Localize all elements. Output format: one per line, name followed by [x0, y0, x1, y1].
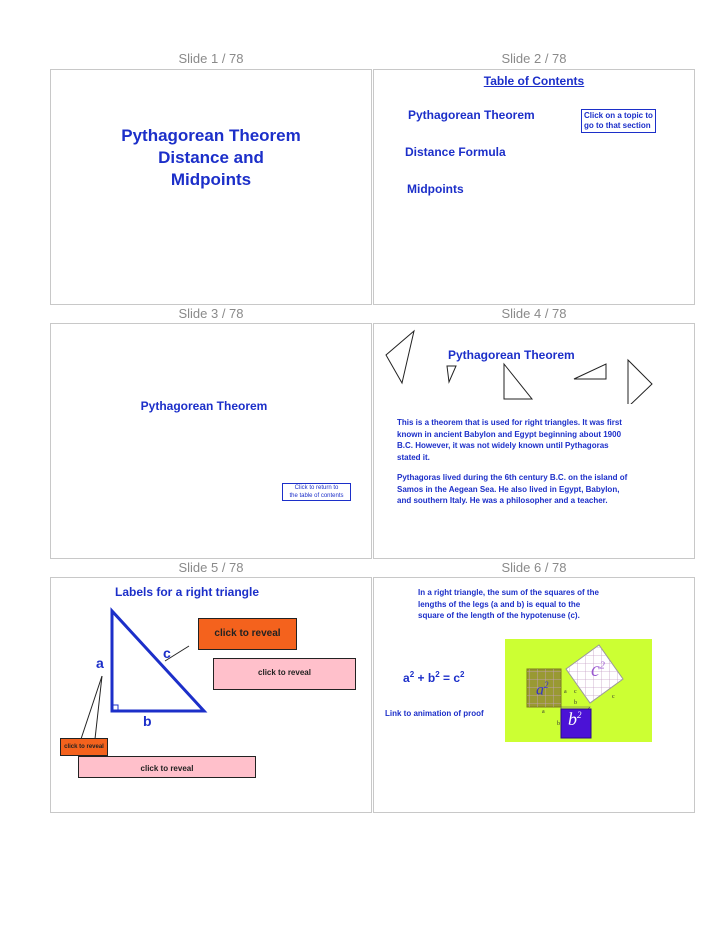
toc-heading: Table of Contents: [483, 74, 585, 88]
text-line: Pythagoras lived during the 6th century B.C. on the island of: [397, 473, 628, 482]
slide-4-caption: Slide 4 / 78: [501, 306, 567, 321]
formula-exp: 2: [409, 670, 415, 679]
text-line: stated it.: [397, 452, 430, 462]
formula-exp: 2: [460, 670, 465, 679]
slide-5-title: Labels for a right triangle: [115, 585, 260, 599]
text-line: square of the length of the hypotenuse (c).: [418, 611, 580, 620]
slide-5-caption: Slide 5 / 78: [178, 560, 244, 575]
reveal-box-c[interactable]: click to reveal: [213, 658, 356, 690]
slide-5[interactable]: [50, 577, 372, 813]
side-label-c: c: [574, 689, 577, 695]
hint-line: Click on a topic to: [584, 111, 653, 120]
slide-2[interactable]: [373, 69, 695, 305]
figure-c: c: [591, 659, 600, 681]
title-line: Midpoints: [170, 170, 252, 189]
text-line: B.C. However, it was not widely known until Pythagoras: [397, 441, 609, 450]
triangle-shape-large: [386, 331, 414, 383]
triangle-shape-right: [504, 364, 532, 399]
toc-hint-box: [581, 109, 656, 133]
text-line: Samos in the Aegean Sea. He also lived in Egypt, Babylon,: [397, 484, 620, 494]
label-a: a: [96, 655, 104, 671]
side-label-b: b: [574, 700, 577, 706]
figure-b: b: [568, 709, 577, 729]
hint-line: go to that section: [584, 121, 651, 130]
proof-figure: [505, 639, 652, 742]
slide-1[interactable]: [50, 69, 372, 305]
return-to-toc-button[interactable]: [282, 483, 351, 501]
right-triangle: [112, 611, 204, 711]
formula-b: b: [427, 671, 436, 685]
figure-exp: 2: [577, 710, 582, 720]
toc-link-pythagorean-theorem[interactable]: Pythagorean Theorem: [408, 108, 535, 122]
text-line: In a right triangle, the sum of the squares of the: [418, 588, 599, 597]
figure-exp: 2: [599, 660, 605, 672]
label-c: c: [163, 645, 171, 661]
side-label-a-right: a: [564, 689, 567, 695]
formula-plus: +: [417, 671, 425, 685]
triangle-shape-arrow: [628, 360, 652, 404]
slide-1-caption: Slide 1 / 78: [178, 51, 244, 66]
text-line: lengths of the legs (a and b) is equal to the: [418, 599, 581, 609]
return-line: the table of contents: [289, 493, 344, 499]
triangle-shape-flat: [574, 364, 606, 379]
title-line: Distance and: [158, 148, 264, 167]
pythagorean-formula: [403, 670, 464, 685]
slide-2-caption: Slide 2 / 78: [501, 51, 567, 66]
formula-eq: =: [442, 671, 450, 685]
triangle-shapes: [374, 324, 695, 404]
text-line: known in ancient Babylon and Egypt beginning about 1900: [397, 429, 622, 439]
slide-3[interactable]: [50, 323, 372, 559]
history-paragraph-1: [397, 417, 692, 463]
formula-exp: 2: [435, 670, 440, 679]
slide-6-caption: Slide 6 / 78: [501, 560, 567, 575]
title-line: Pythagorean Theorem: [121, 126, 301, 145]
toc-link-midpoints[interactable]: Midpoints: [407, 182, 464, 196]
formula-c: c: [453, 671, 461, 685]
text-line: and southern Italy. He was a philosopher and a teacher.: [397, 496, 608, 505]
square-b-label: [568, 709, 582, 730]
toc-link-distance-formula[interactable]: Distance Formula: [405, 145, 506, 159]
triangle-shape-small: [447, 366, 456, 382]
reveal-button-a[interactable]: click to reveal: [60, 738, 108, 756]
side-label-a: a: [542, 709, 545, 715]
label-b: b: [143, 713, 152, 729]
animation-proof-link[interactable]: Link to animation of proof: [385, 709, 484, 718]
text-line: This is a theorem that is used for right triangles. It was first: [397, 418, 622, 427]
slide-3-caption: Slide 3 / 78: [178, 306, 244, 321]
return-line: Click to return to: [294, 485, 339, 491]
slide-1-title: [51, 125, 371, 191]
slide-4-title: Pythagorean Theorem: [448, 348, 575, 362]
formula-a: a: [403, 671, 410, 685]
theorem-statement: [418, 587, 658, 622]
side-label-b-left: b: [557, 721, 560, 727]
figure-a: a: [536, 681, 544, 699]
figure-exp: 2: [544, 680, 549, 690]
square-c-label: [591, 659, 605, 682]
reveal-button-c[interactable]: click to reveal: [198, 618, 297, 650]
history-paragraph-2: [397, 472, 692, 507]
side-label-c-right: c: [612, 694, 615, 700]
slide-6[interactable]: [373, 577, 695, 813]
square-a-label: [536, 680, 549, 699]
slide-4[interactable]: [373, 323, 695, 559]
slide-3-title: Pythagorean Theorem: [140, 399, 268, 413]
reveal-box-a[interactable]: click to reveal: [78, 756, 256, 778]
